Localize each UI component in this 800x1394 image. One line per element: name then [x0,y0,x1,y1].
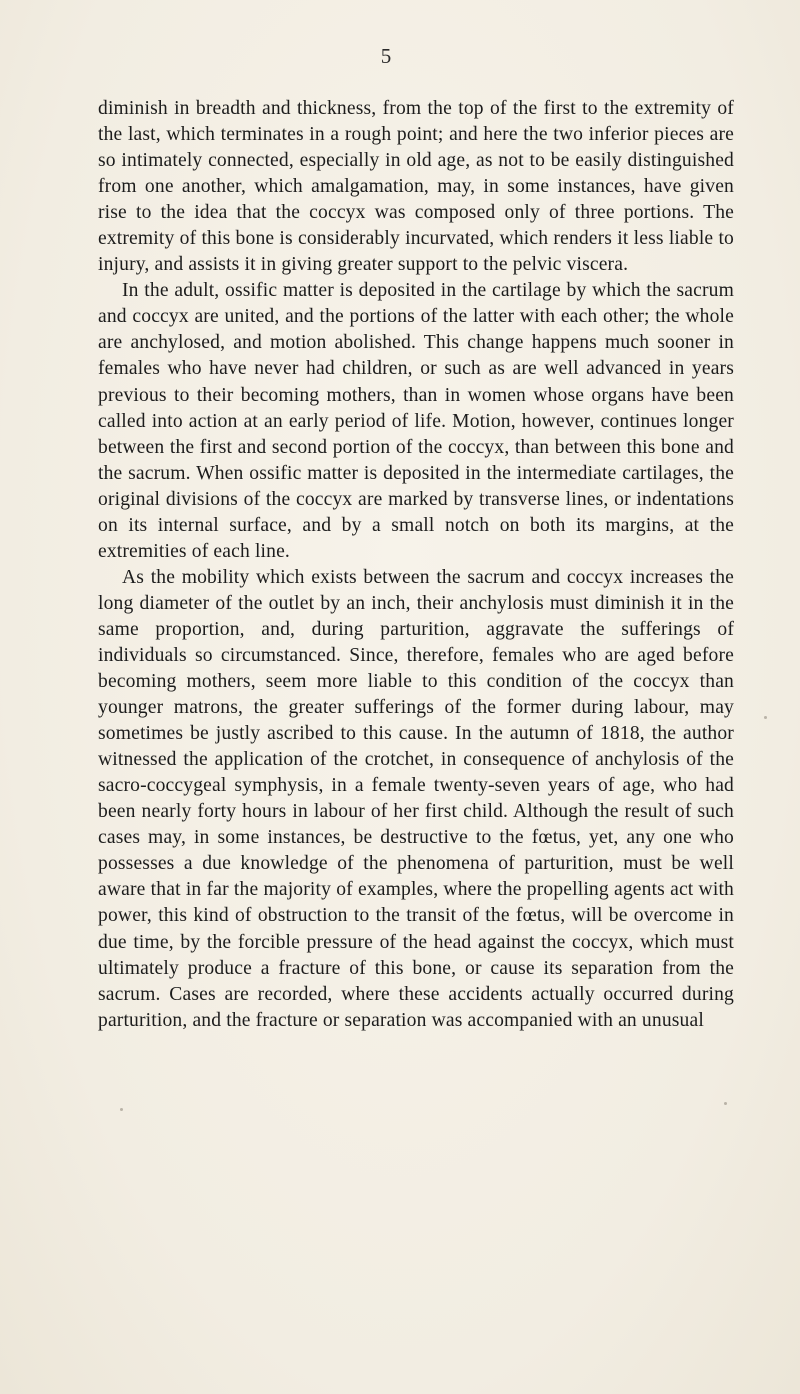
paragraph-ossification: In the adult, ossific matter is deposited in the cartilage by which the sacrum and coccyx are united, and the portions of the latter with each other; the whole are anchylosed, and motion abolished. This change happens much sooner in females who have never had children, or such as are well advanced in years previous to their becoming mothers, than in women whose organs have been called into action at an early period of life. Motion, however, continues longer between the first and second portion of the coccyx, than between this bone and the sacrum. When ossific matter is deposited in the intermediate cartilages, the original divisions of the coccyx are marked by transverse lines, or indentations on its internal surface, and by a small notch on both its margins, at the extremities of each line. [98,280,734,562]
paragraph-continuation: diminish in breadth and thickness, from the top of the first to the extremity of the last, which terminates in a rough point; and here the two inferior pieces are so intimately connected, especially in old age, as not to be easily distinguished from one another, which amalgamation, may, in some instances, have given rise to the idea that the coccyx was composed only of three portions. The extremity of this bone is considerably incurvated, which renders it less liable to injury, and assists it in giving greater support to the pelvic viscera. [98,98,734,276]
paper-speck [764,716,767,719]
page-number: 5 [380,44,392,68]
paragraph-anchylosis: As the mobility which exists between the sacrum and coccyx increases the long diameter of the outlet by an inch, their anchylosis must diminish it in the same proportion, and, during parturition, aggravate the sufferings of individuals so circumstanced. Since, therefore, females who are aged before becoming mothers, seem more liable to this condition of the coccyx than younger matrons, the greater sufferings of the former during labour, may sometimes be justly ascribed to this cause. In the autumn of 1818, the author witnessed the application of the crotchet, in consequence of anchylosis of the sacro-coccygeal symphysis, in a female twenty-seven years of age, who had been nearly forty hours in labour of her first child. Although the result of such cases may, in some instances, be destructive to the fœtus, yet, any one who possesses a due knowledge of the phenomena of parturition, must be well aware that in far the majority of examples, where the propelling agents act with power, this kind of obstruction to the transit of the fœtus, will be overcome in due time, by the forcible pressure of the head against the coccyx, which must ultimately produce a fracture of this bone, or cause its separation from the sacrum. Cases are recorded, where these accidents actually occurred during parturition, and the fracture or separation was accompanied with an unusual [98,566,734,1031]
paper-speck [120,1108,123,1111]
body-text [98,96,734,1034]
paper-speck [724,1102,727,1105]
